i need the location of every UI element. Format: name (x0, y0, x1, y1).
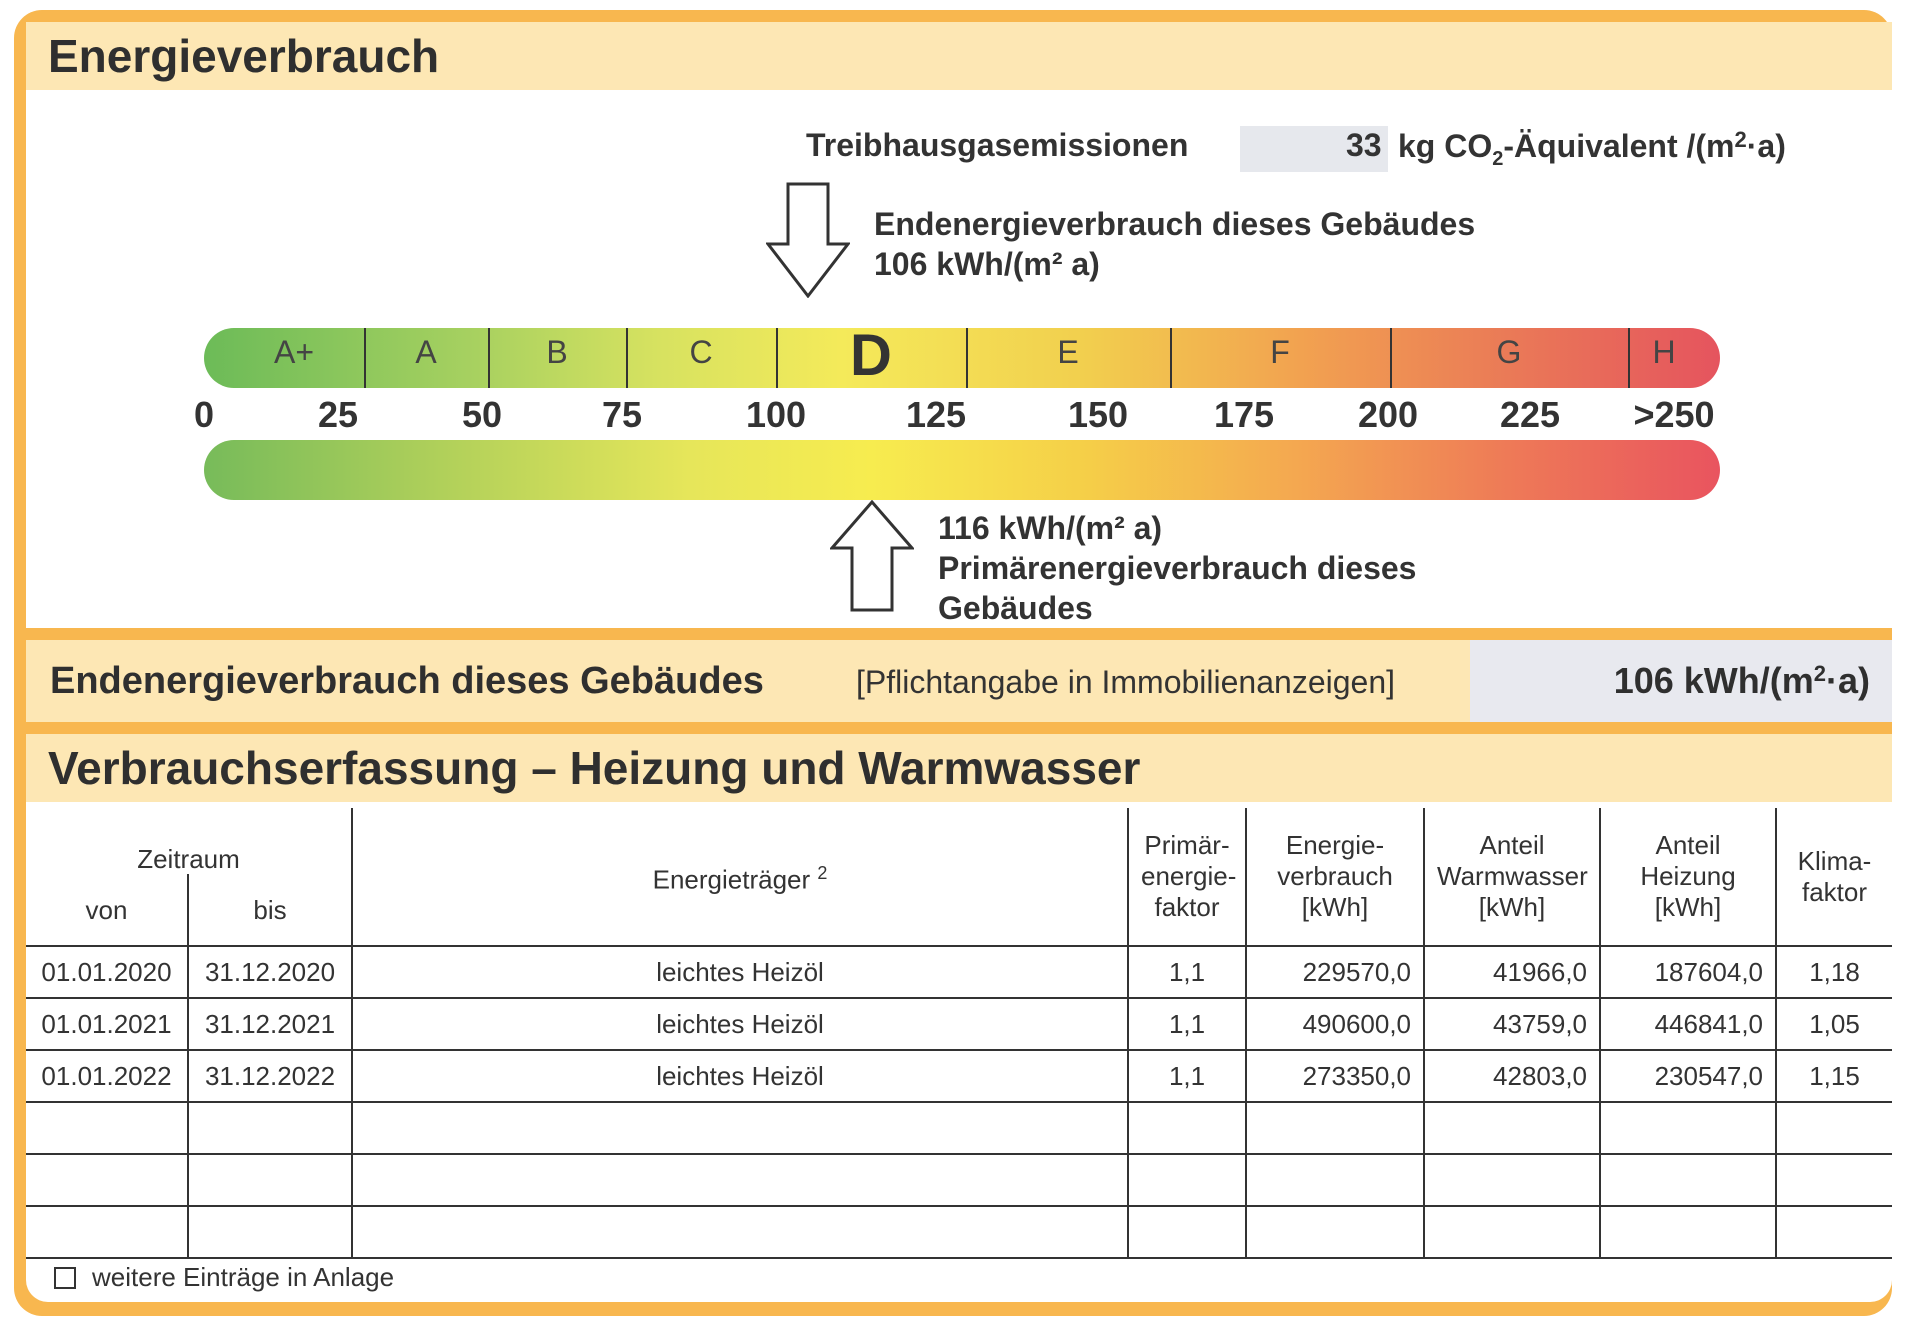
class-label-f: F (1270, 334, 1290, 370)
scale-tick-label: 25 (317, 394, 359, 435)
cell-hotwater: 41966,0 (1424, 946, 1600, 998)
cell-carrier: leichtes Heizöl (352, 946, 1128, 998)
cell-factor (1128, 1102, 1246, 1154)
cell-hotwater: 43759,0 (1424, 998, 1600, 1050)
cell-heating (1600, 1154, 1776, 1206)
header-climate: Klima- faktor (1776, 808, 1892, 946)
checkbox-icon[interactable] (54, 1267, 76, 1289)
cell-carrier (352, 1102, 1128, 1154)
cell-climate: 1,18 (1776, 946, 1892, 998)
class-divider (626, 328, 628, 388)
section-title-consumption: Verbrauchserfassung – Heizung und Warmwasser (26, 734, 1892, 802)
cell-consumption (1246, 1102, 1424, 1154)
scale-tick-label: 200 (1357, 394, 1419, 435)
ghg-unit: kg $CO_2$-Äquivalent $/(m^2\cdot a)$ (1398, 127, 1786, 170)
class-label-b: B (546, 334, 568, 370)
class-label-g: G (1496, 334, 1522, 370)
cell-carrier: leichtes Heizöl (352, 1050, 1128, 1102)
cell-from: 01.01.2022 (26, 1050, 188, 1102)
header-to: bis (188, 874, 352, 946)
efficiency-gradient-bar (204, 440, 1720, 500)
cell-consumption: 490600,0 (1246, 998, 1424, 1050)
mandatory-title: Endenergieverbrauch dieses Gebäudes (50, 660, 764, 702)
table-row (26, 1050, 1892, 1102)
cell-factor (1128, 1206, 1246, 1258)
scale-tick-label: 125 (905, 394, 967, 435)
cell-carrier: leichtes Heizöl (352, 998, 1128, 1050)
cell-factor: 1,1 (1128, 946, 1246, 998)
final-energy-label: Endenergieverbrauch dieses Gebäudes (874, 206, 1476, 242)
header-primary-factor: Primär- energie- faktor (1128, 808, 1246, 946)
class-divider (488, 328, 490, 388)
consumption-table-body (26, 946, 1892, 1258)
class-label-a: A (415, 334, 437, 370)
table-row (26, 946, 1892, 998)
primary-energy-label: Primärenergieverbrauch dieses (938, 550, 1417, 586)
more-entries-option[interactable] (54, 1262, 394, 1293)
cell-heating: 187604,0 (1600, 946, 1776, 998)
class-label-d: D (850, 323, 892, 388)
cell-factor: 1,1 (1128, 1050, 1246, 1102)
cell-climate: 1,05 (1776, 998, 1892, 1050)
cell-to: 31.12.2021 (188, 998, 352, 1050)
header-carrier: Energieträger $^2$ (352, 808, 1128, 946)
cell-heating: 446841,0 (1600, 998, 1776, 1050)
cell-carrier (352, 1206, 1128, 1258)
cell-hotwater (1424, 1154, 1600, 1206)
header-period: Zeitraum (26, 808, 352, 874)
cell-hotwater (1424, 1102, 1600, 1154)
final-energy-arrow-icon (766, 182, 850, 298)
scale-tick-label: 225 (1499, 394, 1561, 435)
cell-consumption (1246, 1154, 1424, 1206)
class-label-c: C (689, 334, 713, 370)
cell-consumption (1246, 1206, 1424, 1258)
scale-tick-label: >250 (1633, 394, 1715, 435)
scale-tick-label: 75 (601, 394, 643, 435)
cell-from (26, 1102, 188, 1154)
cell-climate: 1,15 (1776, 1050, 1892, 1102)
table-row (26, 1154, 1892, 1206)
class-divider (966, 328, 968, 388)
energy-consumption-panel (26, 22, 1892, 628)
primary-energy-label-2: Gebäudes (938, 590, 1093, 626)
cell-climate (1776, 1102, 1892, 1154)
consumption-table (26, 808, 1892, 1259)
consumption-panel (26, 734, 1892, 1302)
cell-heating (1600, 1206, 1776, 1258)
cell-to (188, 1154, 352, 1206)
class-divider (1390, 328, 1392, 388)
scale-tick-label: 150 (1067, 394, 1129, 435)
scale-tick-label: 100 (745, 394, 807, 435)
ghg-value: 33 (1346, 127, 1382, 163)
cell-from (26, 1154, 188, 1206)
cell-factor: 1,1 (1128, 998, 1246, 1050)
table-row (26, 1102, 1892, 1154)
mandatory-value-panel (26, 640, 1892, 722)
more-entries-label: weitere Einträge in Anlage (92, 1262, 395, 1292)
scale-tick-label: 0 (193, 394, 215, 435)
primary-energy-value: 116 kWh/(m² a) (938, 510, 1163, 546)
final-energy-value: 106 kWh/(m² a) (874, 246, 1100, 282)
cell-to: 31.12.2020 (188, 946, 352, 998)
section-title-energy: Energieverbrauch (26, 22, 1892, 90)
cell-heating: 230547,0 (1600, 1050, 1776, 1102)
cell-climate (1776, 1206, 1892, 1258)
ghg-label: Treibhausgasemissionen (806, 127, 1189, 163)
cell-heating (1600, 1102, 1776, 1154)
scale-tick-label: 50 (461, 394, 503, 435)
cell-consumption: 273350,0 (1246, 1050, 1424, 1102)
header-heating: Anteil Heizung [kWh] (1600, 808, 1776, 946)
table-row (26, 1206, 1892, 1258)
cell-hotwater: 42803,0 (1424, 1050, 1600, 1102)
mandatory-value: 106 kWh/$(m^2\cdot a)$ (1613, 660, 1870, 701)
cell-factor (1128, 1154, 1246, 1206)
header-from: von (26, 874, 188, 946)
table-row (26, 998, 1892, 1050)
cell-to: 31.12.2022 (188, 1050, 352, 1102)
primary-energy-arrow-icon (830, 500, 914, 612)
header-consumption: Energie- verbrauch [kWh] (1246, 808, 1424, 946)
class-divider (776, 328, 778, 388)
cell-from (26, 1206, 188, 1258)
scale-tick-label: 175 (1213, 394, 1275, 435)
cell-from: 01.01.2020 (26, 946, 188, 998)
cell-from: 01.01.2021 (26, 998, 188, 1050)
class-label-e: E (1057, 334, 1079, 370)
class-label-aplus: A+ (273, 334, 315, 370)
cell-hotwater (1424, 1206, 1600, 1258)
cell-consumption: 229570,0 (1246, 946, 1424, 998)
class-divider (364, 328, 366, 388)
cell-to (188, 1206, 352, 1258)
mandatory-value-box (1470, 640, 1892, 722)
class-divider (1170, 328, 1172, 388)
header-hotwater: Anteil Warmwasser [kWh] (1424, 808, 1600, 946)
cell-carrier (352, 1154, 1128, 1206)
cell-climate (1776, 1154, 1892, 1206)
class-label-h: H (1652, 334, 1676, 370)
cell-to (188, 1102, 352, 1154)
mandatory-note: [Pflichtangabe in Immobilienanzeigen] (856, 664, 1395, 700)
